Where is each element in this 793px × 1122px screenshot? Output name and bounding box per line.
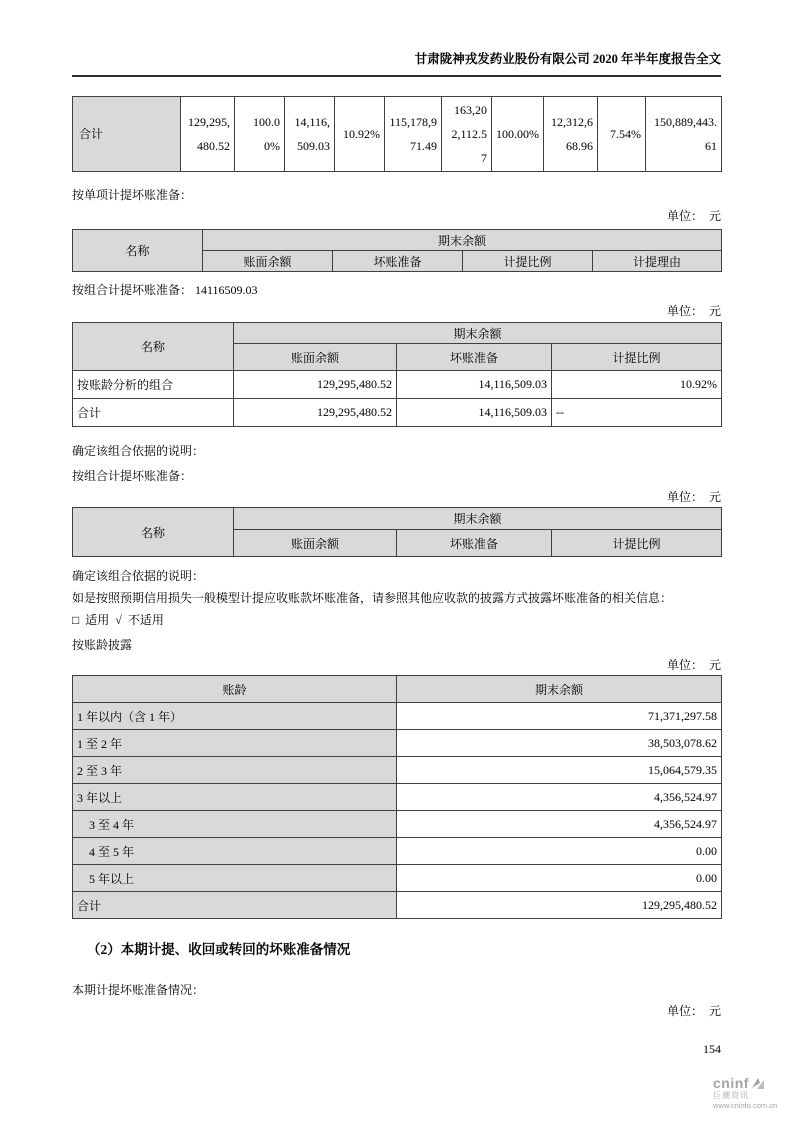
aging-disclosure-label: 按账龄披露 xyxy=(72,638,133,652)
combo-provision-label: 按组合计提坏账准备： xyxy=(72,469,193,483)
cell: -- xyxy=(552,399,722,427)
cell: 100.00% xyxy=(235,97,285,172)
header-cell: 坏账准备 xyxy=(397,344,552,371)
header-cell-name: 名称 xyxy=(73,508,234,557)
cell: 15,064,579.35 xyxy=(397,757,722,784)
table-row xyxy=(73,784,722,811)
table-row xyxy=(73,323,722,344)
cell: 38,503,078.62 xyxy=(397,730,722,757)
cell: 0.00 xyxy=(397,865,722,892)
cell: 14,116,509.03 xyxy=(397,399,552,427)
header-cell: 计提理由 xyxy=(593,251,722,272)
row-label: 1 年以内（含 1 年） xyxy=(73,703,397,730)
unit-label: 单位： 元 xyxy=(666,490,721,504)
row-label-total: 合计 xyxy=(73,399,234,427)
combo-provision-table xyxy=(72,322,722,427)
row-label-total: 合计 xyxy=(73,892,397,919)
combo-provision-label-with-value: 按组合计提坏账准备： 14116509.03 xyxy=(72,283,258,297)
header-cell-period-end: 期末余额 xyxy=(234,323,722,344)
applicable-label: 适用 xyxy=(85,613,110,627)
cell: 12,312,668.96 xyxy=(544,97,598,172)
receivables-summary-table xyxy=(72,96,722,172)
cell: 14,116,509.03 xyxy=(285,97,335,172)
header-cell: 计提比例 xyxy=(463,251,593,272)
header-cell: 坏账准备 xyxy=(333,251,463,272)
table-row xyxy=(73,230,722,251)
header-cell: 计提比例 xyxy=(552,344,722,371)
row-label: 按账龄分析的组合 xyxy=(73,371,234,399)
checkbox-unchecked-icon: □ xyxy=(72,613,80,627)
cninfo-mark-icon xyxy=(751,1077,765,1091)
header-cell-name: 名称 xyxy=(73,323,234,371)
table-row xyxy=(73,730,722,757)
cell: 100.00% xyxy=(492,97,544,172)
table-row xyxy=(73,703,722,730)
row-label: 3 至 4 年 xyxy=(73,811,397,838)
table-row xyxy=(73,508,722,530)
header-cell: 账面余额 xyxy=(234,530,397,557)
not-applicable-label: 不适用 xyxy=(127,613,164,627)
table-row xyxy=(73,811,722,838)
table-row xyxy=(73,838,722,865)
header-cell: 账面余额 xyxy=(203,251,333,272)
applicability-line xyxy=(72,613,721,628)
unit-label: 单位： 元 xyxy=(666,1004,721,1018)
check-icon: √ xyxy=(115,613,122,627)
table-row xyxy=(73,865,722,892)
cell: 10.92% xyxy=(335,97,385,172)
cell: 115,178,971.49 xyxy=(385,97,442,172)
current-provision-label: 本期计提坏账准备情况： xyxy=(72,983,205,997)
page-number: 154 xyxy=(703,1042,721,1056)
table-row xyxy=(73,97,722,172)
row-label: 3 年以上 xyxy=(73,784,397,811)
cell: 150,889,443.61 xyxy=(646,97,722,172)
cninfo-url: www.cninfo.com.cn xyxy=(713,1101,778,1111)
cninfo-chinese-name: 巨潮资讯 xyxy=(713,1091,749,1101)
unit-label: 单位： 元 xyxy=(666,658,721,672)
cell: 14,116,509.03 xyxy=(397,371,552,399)
header-cell-period-end: 期末余额 xyxy=(397,676,722,703)
cell: 7.54% xyxy=(598,97,646,172)
cell: 129,295,480.52 xyxy=(234,371,397,399)
cninfo-logo-top xyxy=(713,1076,777,1091)
header-cell-aging: 账龄 xyxy=(73,676,397,703)
unit-label: 单位： 元 xyxy=(666,209,721,223)
header-cell-period-end: 期末余额 xyxy=(203,230,722,251)
section-2-heading: （2）本期计提、收回或转回的坏账准备情况 xyxy=(87,942,351,957)
cell: 129,295,480.52 xyxy=(234,399,397,427)
header-cell: 坏账准备 xyxy=(397,530,552,557)
ecl-note: 如是按照预期信用损失一般模型计提应收账款坏账准备，请参照其他应收款的披露方式披露坏账准备的相关信息： xyxy=(72,591,673,605)
cell: 0.00 xyxy=(397,838,722,865)
cell: 10.92% xyxy=(552,371,722,399)
table-row xyxy=(73,892,722,919)
combo-basis-note: 确定该组合依据的说明： xyxy=(72,444,205,458)
cell: 163,202,112.57 xyxy=(442,97,492,172)
combo-provision-table-2 xyxy=(72,507,722,557)
row-label: 1 至 2 年 xyxy=(73,730,397,757)
header-cell-name: 名称 xyxy=(73,230,203,272)
unit-label: 单位： 元 xyxy=(666,304,721,318)
row-label-total: 合计 xyxy=(73,97,181,172)
header-cell-period-end: 期末余额 xyxy=(234,508,722,530)
combo-basis-note-2: 确定该组合依据的说明： xyxy=(72,569,205,583)
cell: 71,371,297.58 xyxy=(397,703,722,730)
header-cell: 账面余额 xyxy=(234,344,397,371)
row-label: 4 至 5 年 xyxy=(73,838,397,865)
header-cell: 计提比例 xyxy=(552,530,722,557)
table-row xyxy=(73,371,722,399)
cninfo-wordmark: cninf xyxy=(713,1075,749,1091)
per-item-provision-label: 按单项计提坏账准备： xyxy=(72,188,193,202)
per-item-provision-table xyxy=(72,229,722,272)
table-row xyxy=(73,757,722,784)
cell: 129,295,480.52 xyxy=(181,97,235,172)
document-header-title: 甘肃陇神戎发药业股份有限公司 2020 年半年度报告全文 xyxy=(72,50,721,77)
cell: 4,356,524.97 xyxy=(397,811,722,838)
cninfo-logo xyxy=(713,1076,777,1110)
aging-table xyxy=(72,675,722,919)
table-row xyxy=(73,399,722,427)
row-label: 5 年以上 xyxy=(73,865,397,892)
table-row xyxy=(73,676,722,703)
cell: 129,295,480.52 xyxy=(397,892,722,919)
cell: 4,356,524.97 xyxy=(397,784,722,811)
row-label: 2 至 3 年 xyxy=(73,757,397,784)
